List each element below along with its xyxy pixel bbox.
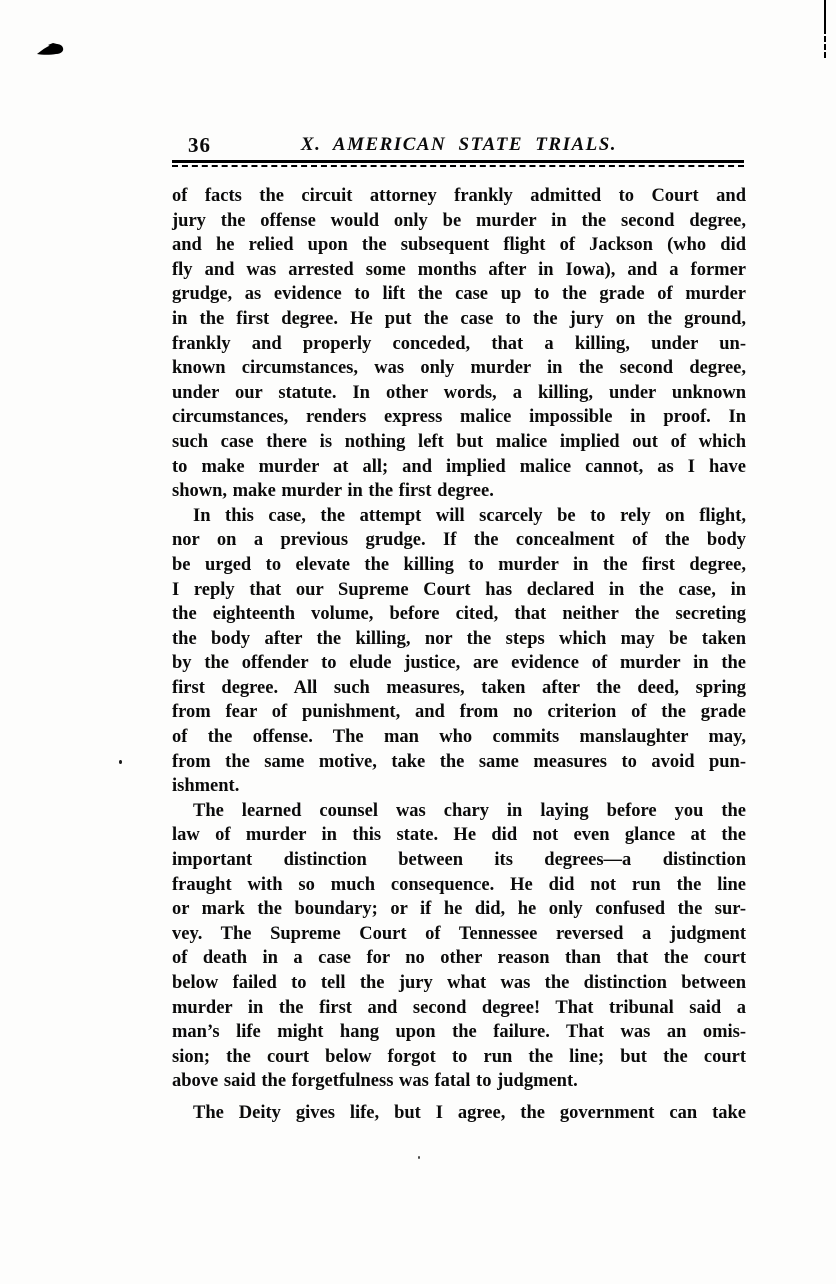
text-line: sion; the court below forgot to run the line; but the court bbox=[172, 1046, 746, 1067]
page-edge-dashes bbox=[824, 36, 826, 58]
text-line: be urged to elevate the killing to murder in the first degree, bbox=[172, 554, 746, 575]
text-line: ishment. bbox=[172, 776, 240, 797]
text-line: shown, make murder in the first degree. bbox=[172, 481, 494, 502]
text-line: The learned counsel was chary in laying before you the bbox=[193, 800, 746, 821]
text-line: to make murder at all; and implied malice cannot, as I have bbox=[172, 456, 746, 477]
text-line: fraught with so much consequence. He did not run the line bbox=[172, 874, 746, 895]
text-line: known circumstances, was only murder in the second degree, bbox=[172, 358, 746, 379]
text-line: frankly and properly conceded, that a killing, under un- bbox=[172, 333, 746, 354]
text-line: nor on a previous grudge. If the concealment of the body bbox=[172, 530, 746, 551]
header-rule-solid bbox=[172, 160, 744, 163]
text-line: of the offense. The man who commits manslaughter may, bbox=[172, 727, 746, 748]
text-line: In this case, the attempt will scarcely be to rely on flight, bbox=[193, 505, 746, 526]
text-line: The Deity gives life, but I agree, the government can take bbox=[193, 1102, 746, 1123]
text-line: important distinction between its degrees—a distinction bbox=[172, 850, 746, 871]
paragraph bbox=[172, 1101, 746, 1126]
paragraph bbox=[172, 799, 746, 1094]
bottom-ink-speck bbox=[418, 1156, 420, 1159]
page-number: 36 bbox=[188, 133, 211, 157]
text-line: such case there is nothing left but malice implied out of which bbox=[172, 431, 746, 452]
text-line: I reply that our Supreme Court has declared in the case, in bbox=[172, 579, 746, 600]
margin-ink-speck bbox=[119, 760, 122, 764]
text-line: from fear of punishment, and from no criterion of the grade bbox=[172, 702, 746, 723]
text-line: or mark the boundary; or if he did, he only confused the sur- bbox=[172, 899, 746, 920]
text-line: man’s life might hang upon the failure. That was an omis- bbox=[172, 1022, 746, 1043]
text-line: circumstances, renders express malice impossible in proof. In bbox=[172, 407, 746, 428]
text-line: of facts the circuit attorney frankly admitted to Court and bbox=[172, 186, 746, 206]
text-line: by the offender to elude justice, are evidence of murder in the bbox=[172, 653, 746, 674]
ink-smudge-icon bbox=[36, 42, 66, 60]
text-line: the eighteenth volume, before cited, that neither the secreting bbox=[172, 604, 746, 625]
text-line: of death in a case for no other reason than that the court bbox=[172, 948, 746, 969]
running-header bbox=[172, 133, 746, 159]
text-line: above said the forgetfulness was fatal to judgment. bbox=[172, 1071, 578, 1092]
text-line: in the first degree. He put the case to the jury on the ground, bbox=[172, 308, 746, 329]
text-line: from the same motive, take the same measures to avoid pun- bbox=[172, 751, 746, 772]
text-line: grudge, as evidence to lift the case up to the grade of murder bbox=[172, 284, 746, 305]
body-text bbox=[172, 184, 746, 1126]
text-line: first degree. All such measures, taken after the deed, spring bbox=[172, 677, 746, 698]
header-rule-dashed bbox=[172, 165, 744, 167]
text-line: vey. The Supreme Court of Tennessee reversed a judgment bbox=[172, 923, 746, 944]
text-line: under our statute. In other words, a killing, under unknown bbox=[172, 382, 746, 403]
page-edge-line bbox=[824, 0, 826, 34]
text-line: law of murder in this state. He did not even glance at the bbox=[172, 825, 746, 846]
text-line: below failed to tell the jury what was the distinction between bbox=[172, 973, 746, 993]
running-head-title: X. AMERICAN STATE TRIALS. bbox=[300, 134, 618, 155]
paragraph bbox=[172, 504, 746, 799]
text-line: and he relied upon the subsequent flight of Jackson (who did bbox=[172, 235, 746, 256]
header-rule bbox=[172, 160, 744, 167]
paragraph bbox=[172, 184, 746, 504]
text-line: the body after the killing, nor the steps which may be taken bbox=[172, 628, 746, 649]
text-line: jury the offense would only be murder in the second degree, bbox=[172, 210, 746, 231]
text-line: murder in the first and second degree! That tribunal said a bbox=[172, 997, 746, 1018]
text-line: fly and was arrested some months after in Iowa), and a former bbox=[172, 259, 746, 280]
